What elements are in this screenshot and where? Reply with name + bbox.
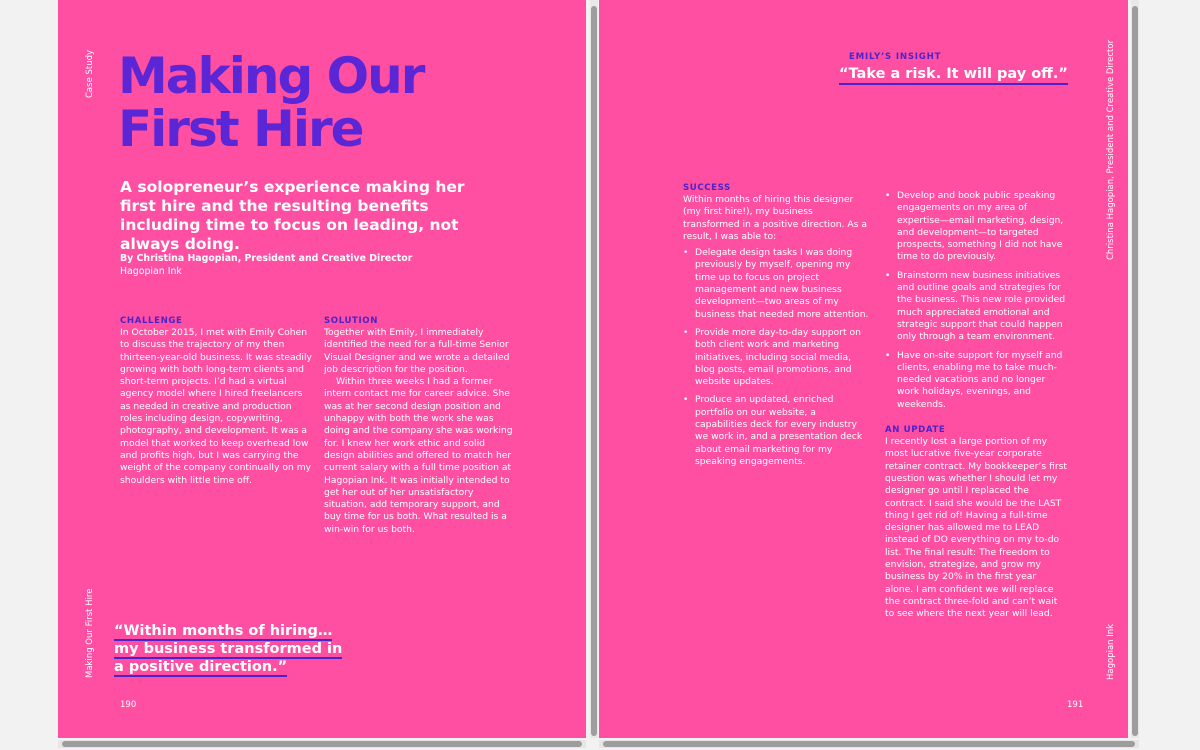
left-vertical-scrollbar[interactable] — [590, 0, 598, 738]
success-bullet: • Brainstorm new business initiatives and outline goals and strategies for the business. This new role provided much appreciated emotional and strategic support that could happen only through a team environment. — [885, 270, 1067, 344]
pull-quote-text: “Within months of hiring… my business transformed in a positive direction.” — [114, 623, 343, 675]
success-bullet: • Delegate design tasks I was doing previously by myself, opening my time up to focus on project management and new business development—two areas of my business that needed more attention. — [683, 247, 869, 321]
right-horizontal-scrollbar[interactable] — [599, 740, 1139, 748]
success-column-2 — [885, 190, 1067, 621]
update-heading: AN UPDATE — [885, 425, 946, 436]
left-running-foot: Making Our First Hire — [85, 588, 95, 678]
left-horizontal-scrollbar-thumb[interactable] — [62, 741, 582, 747]
success-intro: Within months of hiring this designer (my first hire!), my business transformed in a positive direction. As a result, I was able to: — [683, 194, 867, 242]
page-number-left: 190 — [120, 700, 137, 710]
right-horizontal-scrollbar-thumb[interactable] — [603, 741, 1135, 747]
success-bullet-list — [683, 247, 869, 468]
right-vertical-scrollbar-thumb[interactable] — [1132, 6, 1138, 736]
left-vertical-scrollbar-thumb[interactable] — [591, 6, 597, 736]
update-body: I recently lost a large portion of my most lucrative five-year corporate retainer contract. My bookkeeper’s first question was whether I should let my designer go until I replaced the contract. I said she would be the LAST thing I get rid of! Having a full-time designer has allowed me to LEAD instead of DO everything on my to-do list. The final result: The freedom to envision, strategize, and grow my business by 20% in the first year alone. I am confident we will replace the contract three-fold and can’t wait to see where the next year will lead. — [885, 436, 1068, 620]
success-bullet: • Develop and book public speaking engagements on my area of expertise—email marketing, design, and development—to targeted prospects, something I did not have time to do previously. — [885, 190, 1067, 264]
right-vertical-scrollbar[interactable] — [1131, 0, 1139, 738]
success-bullet: • Have on-site support for myself and clients, enabling me to take much-needed vacations and no longer work holidays, evenings, and weekends. — [885, 350, 1067, 411]
left-running-head: Case Study — [85, 49, 95, 98]
success-column — [683, 183, 869, 474]
insight-quote: “Take a risk. It will pay off.” — [839, 66, 1068, 85]
byline-org: Hagopian Ink — [120, 266, 182, 277]
left-horizontal-scrollbar[interactable] — [58, 740, 586, 748]
challenge-column — [120, 316, 312, 487]
challenge-body: In October 2015, I met with Emily Cohen to discuss the trajectory of my then thirteen-year-old business. It was steadily growing with both long-term clients and short-term projects. I’d had a virtual agency model where I hired freelancers as needed in creative and production roles including design, copywriting, photography, and development. It was a model that worked to keep overhead low and profits high, but I was carrying the weight of the company continually on my shoulders with little time off. — [120, 327, 312, 486]
byline — [120, 252, 500, 278]
success-bullet: • Provide more day-to-day support on both client work and marketing initiatives, including social media, blog posts, email promotions, and website updates. — [683, 327, 869, 388]
left-page — [58, 0, 586, 738]
right-running-foot: Hagopian Ink — [1106, 623, 1116, 680]
insight-heading: EMILY’S INSIGHT — [849, 52, 942, 62]
solution-body-1: Together with Emily, I immediately identified the need for a full-time Senior Visual Designer and we wrote a detailed job description for the position. — [324, 327, 510, 375]
success-bullet: • Produce an updated, enriched portfolio on our website, a capabilities deck for every industry we work in, and a presentation deck about email marketing for my speaking engagements. — [683, 394, 869, 468]
right-running-head: Christina Hagopian, President and Creative Director — [1106, 39, 1116, 260]
success-heading: SUCCESS — [683, 183, 731, 193]
solution-column — [324, 316, 514, 536]
pull-quote — [114, 622, 354, 676]
page-number-right: 191 — [1067, 700, 1084, 710]
right-page — [599, 0, 1128, 738]
article-title: Making Our First Hire — [118, 47, 424, 158]
success-bullet-list-2 — [885, 190, 1067, 411]
solution-heading: SOLUTION — [324, 316, 378, 326]
article-subtitle: A solopreneur’s experience making her first hire and the resulting benefits including time to focus on leading, not always doing. — [120, 178, 465, 253]
challenge-heading: CHALLENGE — [120, 316, 183, 326]
byline-author: By Christina Hagopian, President and Creative Director — [120, 253, 413, 264]
solution-body-2: Within three weeks I had a former intern contact me for career advice. She was at her second design position and unhappy with both the work she was doing and the company she was working for. I knew her work ethic and solid design abilities and offered to match her current salary with a full time position at Hagopian Ink. It was initially intended to get her out of her unsatisfactory situation, add temporary support, and buy time for us both. What resulted is a win-win for us both. — [324, 376, 513, 535]
